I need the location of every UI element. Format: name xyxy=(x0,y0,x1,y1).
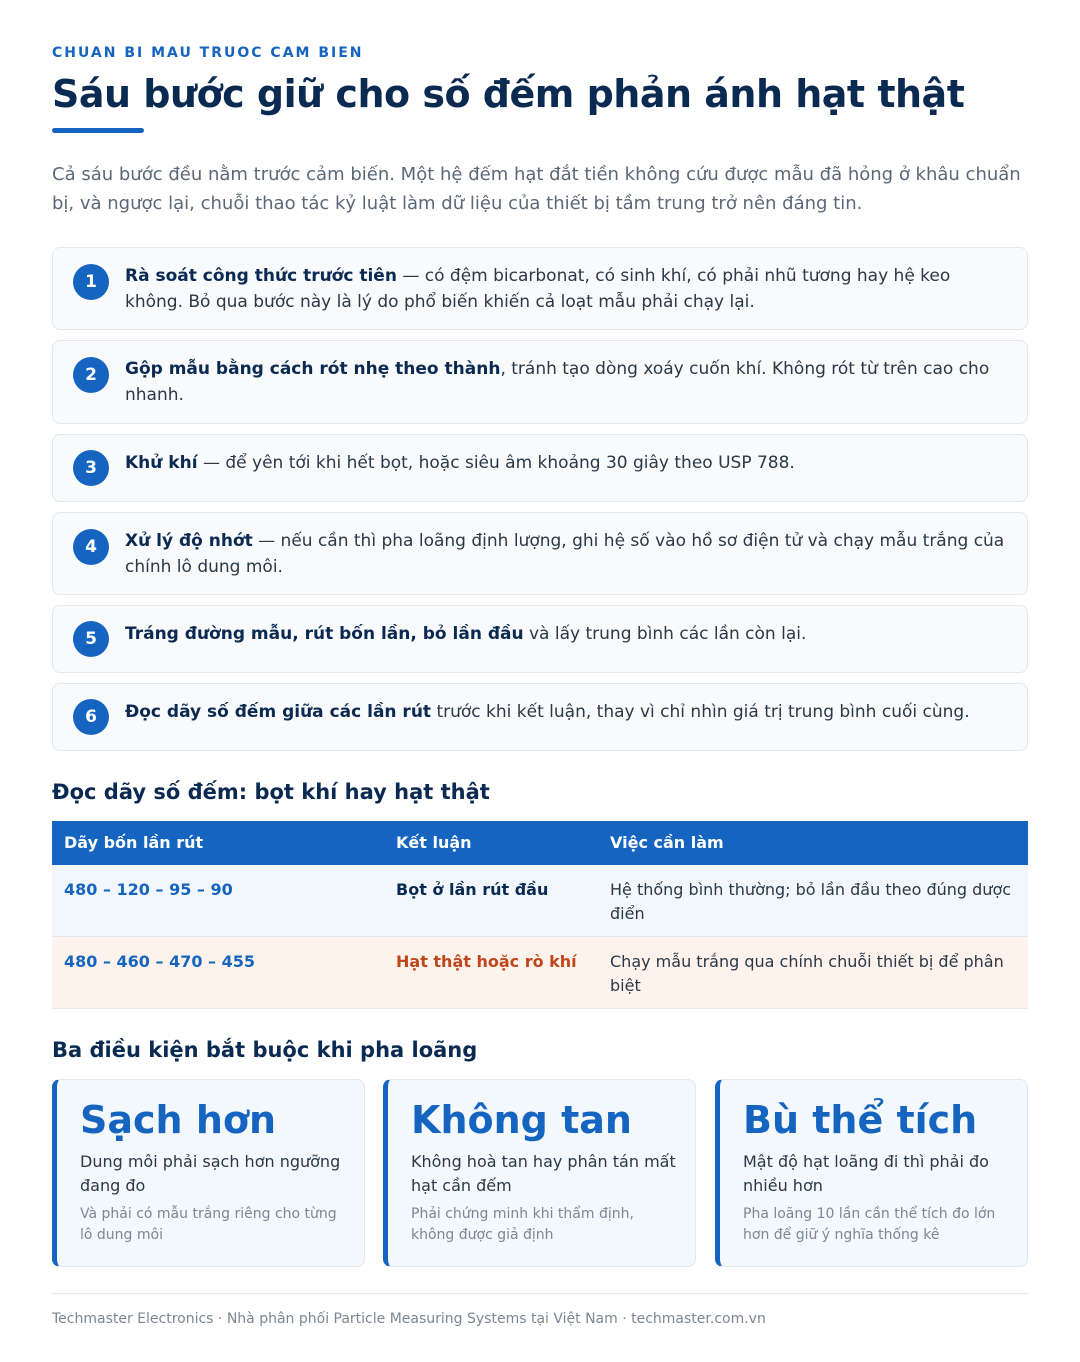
cell-sequence: 480 – 120 – 95 – 90 xyxy=(64,880,233,899)
cell-sequence: 480 – 460 – 470 – 455 xyxy=(64,952,256,971)
cell-conclusion: Hạt thật hoặc rò khí xyxy=(396,952,577,971)
step-card-2 xyxy=(52,340,1028,424)
card-subtitle: Không hoà tan hay phân tán mất hạt cần đếm xyxy=(411,1152,676,1195)
step-rest: — có đệm bicarbonat, có sinh khí, có phải nhũ tương hay hệ keo không. Bỏ qua bước này là lý do phổ biến khiến cả loạt mẫu phải chạy lại. xyxy=(125,266,951,312)
conditions-section-title: Ba điều kiện bắt buộc khi pha loãng xyxy=(52,1038,478,1062)
step-number-badge: 4 xyxy=(73,529,109,565)
footer-text: Techmaster Electronics · Nhà phân phối Particle Measuring Systems tại Việt Nam · techmaster.com.vn xyxy=(52,1311,766,1327)
card-note: Phải chứng minh khi thẩm định, không được giả định xyxy=(411,1206,634,1243)
step-text xyxy=(125,528,1007,580)
table-header-sequence: Dãy bốn lần rút xyxy=(64,833,204,852)
condition-card-volume xyxy=(715,1079,1028,1267)
card-note: Và phải có mẫu trắng riêng cho từng lô dung môi xyxy=(80,1206,337,1243)
title-underline xyxy=(52,128,144,133)
step-number-badge: 3 xyxy=(73,450,109,486)
step-text xyxy=(125,699,1007,725)
step-card-3 xyxy=(52,434,1028,502)
table-row xyxy=(52,937,1028,1009)
step-rest: — nếu cần thì pha loãng định lượng, ghi hệ số vào hồ sơ điện tử và chạy mẫu trắng của chính lô dung môi. xyxy=(125,531,1005,577)
table-section-title: Đọc dãy số đếm: bọt khí hay hạt thật xyxy=(52,780,490,804)
intro-paragraph: Cả sáu bước đều nằm trước cảm biến. Một hệ đếm hạt đắt tiền không cứu được mẫu đã hỏng ở khâu chuẩn bị, và ngược lại, chuỗi thao tác kỷ luật làm dữ liệu của thiết bị tầm trung trở nên đáng tin. xyxy=(52,164,1021,214)
eyebrow: CHUAN BI MAU TRUOC CAM BIEN xyxy=(52,45,364,61)
step-text xyxy=(125,263,1007,315)
card-headline: Sạch hơn xyxy=(80,1098,277,1142)
condition-card-insoluble xyxy=(383,1079,696,1267)
table-row xyxy=(52,865,1028,937)
step-bold: Đọc dãy số đếm giữa các lần rút xyxy=(125,702,432,722)
footer-divider xyxy=(52,1293,1028,1294)
step-rest: — để yên tới khi hết bọt, hoặc siêu âm khoảng 30 giây theo USP 788. xyxy=(197,453,795,473)
card-subtitle: Mật độ hạt loãng đi thì phải đo nhiều hơn xyxy=(743,1152,989,1195)
cell-action: Hệ thống bình thường; bỏ lần đầu theo đúng dược điển xyxy=(610,880,1012,923)
table-header-action: Việc cần làm xyxy=(610,833,724,852)
step-rest: trước khi kết luận, thay vì chỉ nhìn giá trị trung bình cuối cùng. xyxy=(431,702,970,722)
cell-conclusion: Bọt ở lần rút đầu xyxy=(396,880,549,899)
card-subtitle: Dung môi phải sạch hơn ngưỡng đang đo xyxy=(80,1152,341,1195)
step-text xyxy=(125,450,1007,476)
step-rest: , tránh tạo dòng xoáy cuốn khí. Không rót từ trên cao cho nhanh. xyxy=(125,359,990,405)
step-number-badge: 1 xyxy=(73,264,109,300)
step-card-4 xyxy=(52,512,1028,595)
step-bold: Gộp mẫu bằng cách rót nhẹ theo thành xyxy=(125,359,501,379)
step-number-badge: 2 xyxy=(73,357,109,393)
step-bold: Tráng đường mẫu, rút bốn lần, bỏ lần đầu xyxy=(125,624,524,644)
step-bold: Rà soát công thức trước tiên xyxy=(125,266,397,286)
step-number-badge: 6 xyxy=(73,699,109,735)
step-text xyxy=(125,356,1007,408)
step-card-5 xyxy=(52,605,1028,673)
count-sequence-table xyxy=(52,821,1028,1009)
cell-action: Chạy mẫu trắng qua chính chuỗi thiết bị để phân biệt xyxy=(610,952,1004,995)
card-note: Pha loãng 10 lần cần thể tích đo lớn hơn để giữ ý nghĩa thống kê xyxy=(743,1206,996,1243)
condition-card-cleaner xyxy=(52,1079,365,1267)
step-number-badge: 5 xyxy=(73,621,109,657)
card-headline: Không tan xyxy=(411,1098,632,1142)
step-card-1 xyxy=(52,247,1028,330)
card-headline: Bù thể tích xyxy=(743,1098,978,1142)
step-rest: và lấy trung bình các lần còn lại. xyxy=(523,624,807,644)
table-header-conclusion: Kết luận xyxy=(396,833,472,852)
step-bold: Khử khí xyxy=(125,453,198,473)
step-text xyxy=(125,621,1007,647)
step-card-6 xyxy=(52,683,1028,751)
table-header-row xyxy=(52,821,1028,865)
step-bold: Xử lý độ nhớt xyxy=(125,531,253,551)
page-title: Sáu bước giữ cho số đếm phản ánh hạt thật xyxy=(52,72,965,116)
